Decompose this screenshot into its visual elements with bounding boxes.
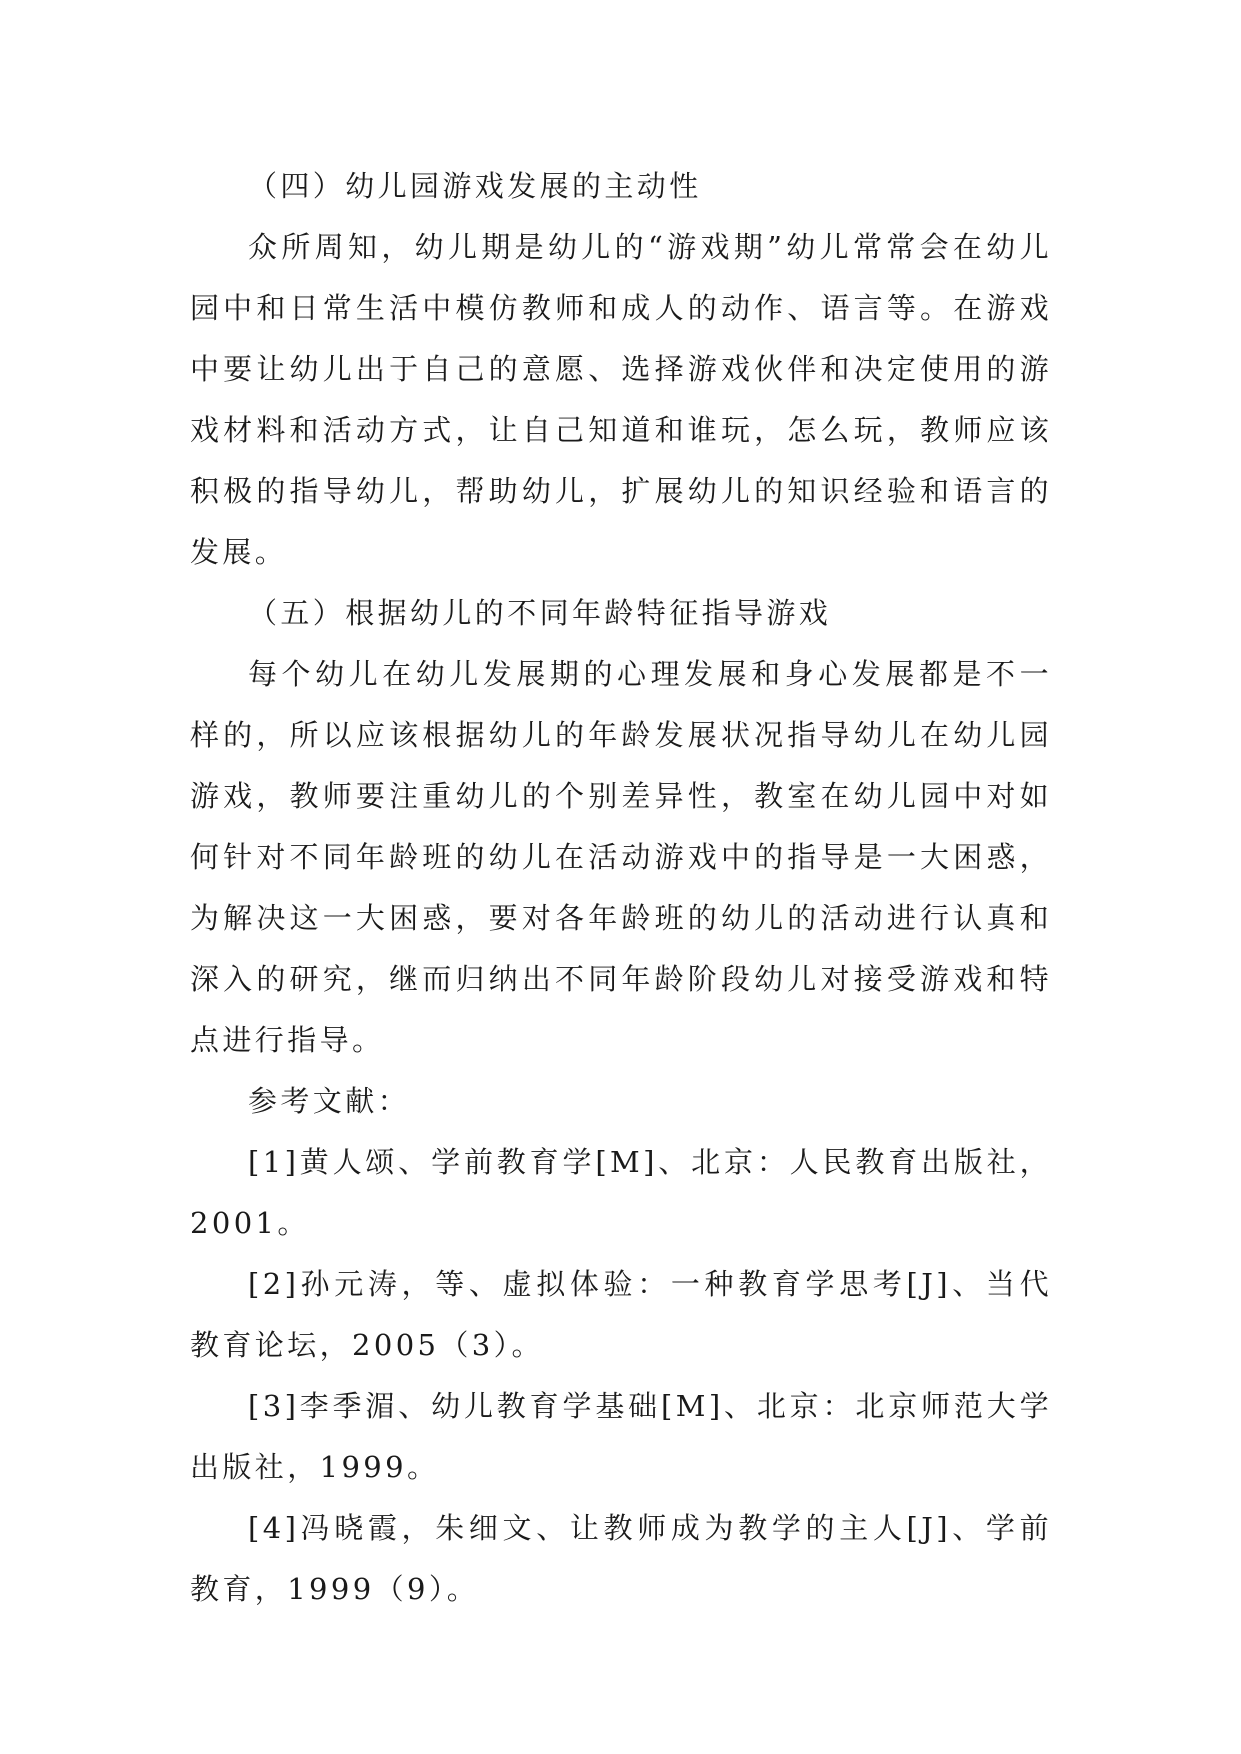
body-paragraph-1: 众所周知，幼儿期是幼儿的“游戏期”幼儿常常会在幼儿园中和日常生活中模仿教师和成人的动作、语言等。在游戏中要让幼儿出于自己的意愿、选择游戏伙伴和决定使用的游戏材料和活动方式，让自己知道和谁玩，怎么玩，教师应该积极的指导幼儿，帮助幼儿，扩展幼儿的知识经验和语言的发展。 bbox=[190, 230, 1052, 569]
document-body bbox=[190, 156, 1052, 1620]
reference-item-1: [1]黄人颂、学前教育学[M]、北京：人民教育出版社，2001。 bbox=[190, 1145, 1052, 1240]
reference-item-4: [4]冯晓霞，朱细文、让教师成为教学的主人[J]、学前教育，1999（9）。 bbox=[190, 1511, 1052, 1606]
section-heading-5: （五）根据幼儿的不同年龄特征指导游戏 bbox=[248, 596, 832, 630]
references-title: 参考文献： bbox=[248, 1084, 411, 1118]
body-paragraph-2: 每个幼儿在幼儿发展期的心理发展和身心发展都是不一样的，所以应该根据幼儿的年龄发展状况指导幼儿在幼儿园游戏，教师要注重幼儿的个别差异性，教室在幼儿园中对如何针对不同年龄班的幼儿在活动游戏中的指导是一大困惑，为解决这一大困惑，要对各年龄班的幼儿的活动进行认真和深入的研究，继而归纳出不同年龄阶段幼儿对接受游戏和特点进行指导。 bbox=[190, 657, 1052, 1057]
section-heading-4: （四）幼儿园游戏发展的主动性 bbox=[248, 169, 702, 203]
reference-item-2: [2]孙元涛，等、虚拟体验：一种教育学思考[J]、当代教育论坛，2005（3）。 bbox=[190, 1267, 1052, 1362]
reference-item-3: [3]李季湄、幼儿教育学基础[M]、北京：北京师范大学出版社，1999。 bbox=[190, 1389, 1052, 1484]
